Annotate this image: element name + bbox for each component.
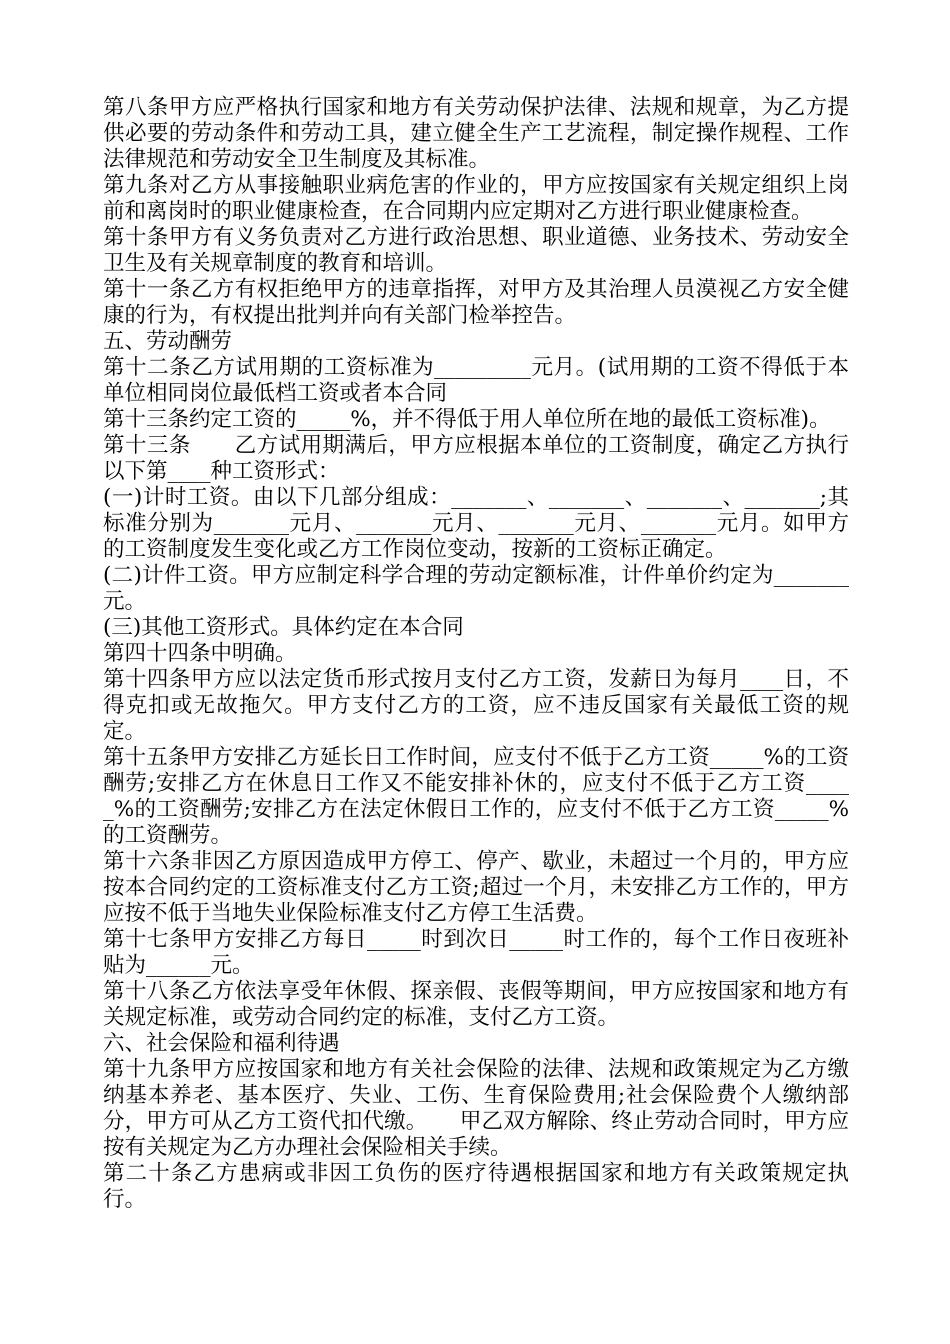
article-8-paragraph: 第八条甲方应严格执行国家和地方有关劳动保护法律、法规和规章，为乙方提供必要的劳动条件和劳动工具，建立健全生产工艺流程，制定操作规程、工作法律规范和劳动安全卫生制度及其标准。: [103, 95, 849, 172]
article-16-paragraph: 第十六条非因乙方原因造成甲方停工、停产、歇业，未超过一个月的，甲方应按本合同约定的工资标准支付乙方工资;超过一个月，未安排乙方工作的，甲方应按不低于当地失业保险标准支付乙方停工生活费。: [103, 849, 849, 926]
time-wage-paragraph: (一)计时工资。由以下几部分组成：_______、_______、_______、_______;其标准分别为_______元月、_______元月、_______元月、_______元月。如甲方的工资制度发生变化或乙方工作岗位变动，按新的工资标正确定。: [103, 485, 849, 562]
piece-wage-paragraph: (二)计件工资。甲方应制定科学合理的劳动定额标准，计件单价约定为_______元。: [103, 563, 849, 614]
article-12-paragraph: 第十二条乙方试用期的工资标准为_________元月。(试用期的工资不得低于本单位相同岗位最低档工资或者本合同: [103, 355, 849, 406]
article-14-paragraph: 第十四条甲方应以法定货币形式按月支付乙方工资，发薪日为每月____日，不得克扣或无故拖欠。甲方支付乙方的工资，应不违反国家有关最低工资的规定。: [103, 667, 849, 744]
article-15-paragraph: 第十五条甲方安排乙方延长日工作时间，应支付不低于乙方工资_____%的工资酬劳;安排乙方在休息日工作又不能安排补休的，应支付不低于乙方工资_____%的工资酬劳;安排乙方在法定休假日工作的，应支付不低于乙方工资_____%的工资酬劳。: [103, 745, 849, 848]
article-11-paragraph: 第十一条乙方有权拒绝甲方的违章指挥，对甲方及其治理人员漠视乙方安全健康的行为，有权提出批判并向有关部门检举控告。: [103, 277, 849, 328]
section-5-heading: 五、劳动酬劳: [103, 329, 233, 354]
article-9-paragraph: 第九条对乙方从事接触职业病危害的作业的，甲方应按国家有关规定组织上岗前和离岗时的职业健康检查，在合同期内应定期对乙方进行职业健康检查。: [103, 173, 849, 224]
article-17-paragraph: 第十七条甲方安排乙方每日_____时到次日_____时工作的，每个工作日夜班补贴为______元。: [103, 927, 849, 978]
other-wage-paragraph: (三)其他工资形式。具体约定在本合同: [103, 615, 464, 640]
article-13b-paragraph: 第十三条 乙方试用期满后，甲方应根据本单位的工资制度，确定乙方执行以下第____种工资形式：: [103, 433, 849, 484]
article-13-paragraph: 第十三条约定工资的_____%，并不得低于用人单位所在地的最低工资标准)。: [103, 407, 831, 432]
article-10-paragraph: 第十条甲方有义务负责对乙方进行政治思想、职业道德、业务技术、劳动安全卫生及有关规章制度的教育和培训。: [103, 225, 849, 276]
section-6-heading: 六、社会保险和福利待遇: [103, 1031, 340, 1056]
article-19-paragraph: 第十九条甲方应按国家和地方有关社会保险的法律、法规和政策规定为乙方缴纳基本养老、基本医疗、失业、工伤、生育保险费用;社会保险费个人缴纳部分，甲方可从乙方工资代扣代缴。 甲乙双方解除、终止劳动合同时，甲方应按有关规定为乙方办理社会保险相关手续。: [103, 1057, 849, 1160]
article-44-paragraph: 第四十四条中明确。: [103, 641, 297, 666]
article-20-paragraph: 第二十条乙方患病或非因工负伤的医疗待遇根据国家和地方有关政策规定执行。: [103, 1161, 849, 1212]
document-page: [103, 95, 849, 1213]
article-18-paragraph: 第十八条乙方依法享受年休假、探亲假、丧假等期间，甲方应按国家和地方有关规定标准，或劳动合同约定的标准，支付乙方工资。: [103, 979, 849, 1030]
